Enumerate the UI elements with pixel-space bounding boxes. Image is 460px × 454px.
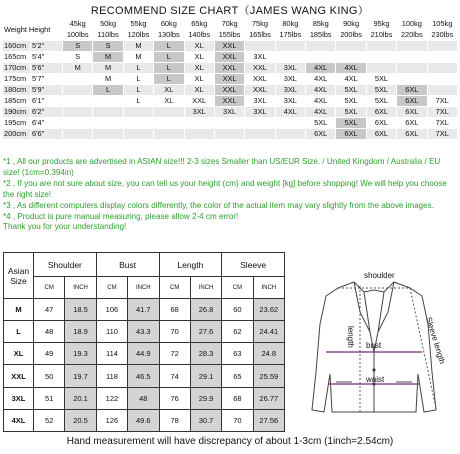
weight-kg-header: 105kg (427, 19, 457, 30)
size-cell (366, 63, 396, 74)
size-cell: XL (154, 85, 184, 96)
size-cell: L (123, 85, 153, 96)
size-cell (93, 129, 123, 140)
inch-value: 29.1 (190, 365, 221, 387)
size-cell: L (93, 85, 123, 96)
size-cell (275, 129, 305, 140)
cm-value: 74 (159, 365, 190, 387)
size-row (3, 63, 458, 74)
size-cell: M (93, 74, 123, 85)
size-cell: 6XL (397, 96, 427, 107)
size-cell (93, 96, 123, 107)
asian-size-header: Asian Size (4, 253, 34, 299)
size-label: XXL (4, 365, 34, 387)
weight-kg-header: 50kg (93, 19, 123, 30)
size-cell: 4XL (306, 85, 336, 96)
size-label: L (4, 321, 34, 343)
recommend-size-table (2, 18, 458, 140)
size-cell: L (154, 41, 184, 52)
size-cell (366, 41, 396, 52)
weight-lbs-header: 200lbs (336, 30, 366, 41)
size-cell (63, 74, 93, 85)
size-cell: 5XL (306, 118, 336, 129)
height-cm: 160cm (3, 41, 31, 52)
weight-lbs-header: 220lbs (397, 30, 427, 41)
weight-lbs-header: 210lbs (366, 30, 396, 41)
size-cell: 3XL (245, 107, 275, 118)
height-ft: 6'6" (31, 129, 63, 140)
inch-value: 30.7 (190, 409, 221, 431)
size-cell: 6XL (366, 129, 396, 140)
size-cell (63, 85, 93, 96)
size-cell (275, 52, 305, 63)
size-cell: L (123, 63, 153, 74)
cm-value: 50 (34, 365, 65, 387)
weight-kg-header: 75kg (245, 19, 275, 30)
cm-value: 126 (96, 409, 127, 431)
size-row (3, 85, 458, 96)
size-cell: 5XL (336, 85, 366, 96)
size-cell: 4XL (275, 107, 305, 118)
cm-value: 122 (96, 387, 127, 409)
size-cell (366, 52, 396, 63)
size-cell: 5XL (336, 107, 366, 118)
inch-value: 19.7 (65, 365, 96, 387)
size-cell (397, 52, 427, 63)
height-ft: 6'4" (31, 118, 63, 129)
inch-value: 29.9 (190, 387, 221, 409)
weight-height-corner: Weight Height (3, 19, 63, 41)
height-cm: 165cm (3, 52, 31, 63)
weight-lbs-header: 230lbs (427, 30, 457, 41)
size-row (3, 96, 458, 107)
size-label: 3XL (4, 387, 34, 409)
height-cm: 180cm (3, 85, 31, 96)
size-cell (63, 129, 93, 140)
inch-value: 27.56 (253, 409, 284, 431)
size-cell: 6XL (306, 129, 336, 140)
size-cell: XL (184, 41, 214, 52)
size-cell: XXL (214, 74, 244, 85)
cm-value: 68 (222, 387, 253, 409)
size-cell: 6XL (397, 107, 427, 118)
size-cell: 3XL (275, 85, 305, 96)
size-cell: 6XL (366, 118, 396, 129)
size-cell: M (123, 52, 153, 63)
size-cell (63, 118, 93, 129)
measurement-row (4, 343, 285, 365)
size-cell: 3XL (275, 74, 305, 85)
size-cell (214, 129, 244, 140)
measurement-row (4, 321, 285, 343)
cm-value: 48 (34, 321, 65, 343)
cm-value: 70 (222, 409, 253, 431)
cm-value: 63 (222, 343, 253, 365)
height-ft: 5'2" (31, 41, 63, 52)
note-2: *2 , If you are not sure about size, you can tell us your height (cm) and weight [kg] before shopping! We will help you choose the right size! (3, 178, 447, 199)
measurement-table (3, 252, 285, 432)
size-cell: XXL (245, 63, 275, 74)
size-cell: 4XL (306, 74, 336, 85)
inch-value: 43.3 (128, 321, 159, 343)
size-label: 4XL (4, 409, 34, 431)
size-cell: 6XL (366, 107, 396, 118)
size-cell: L (154, 74, 184, 85)
length-label: length (346, 326, 355, 348)
size-cell: XXL (214, 41, 244, 52)
size-cell: XXL (214, 52, 244, 63)
size-cell (397, 41, 427, 52)
height-cm: 170cm (3, 63, 31, 74)
size-cell (336, 52, 366, 63)
cm-value: 51 (34, 387, 65, 409)
weight-lbs-header: 175lbs (275, 30, 305, 41)
cm-value: 52 (34, 409, 65, 431)
size-cell (245, 41, 275, 52)
size-cell: XL (184, 85, 214, 96)
weight-kg-header: 100kg (397, 19, 427, 30)
size-label: M (4, 299, 34, 321)
inch-value: 44.9 (128, 343, 159, 365)
unit-inch-header: INCH (128, 277, 159, 299)
height-ft: 5'9" (31, 85, 63, 96)
height-ft: 5'6" (31, 63, 63, 74)
note-4: *4 , Product is pure manual measuring, please allow 2-4 cm error! (3, 211, 239, 221)
size-row (3, 118, 458, 129)
size-cell: M (93, 52, 123, 63)
size-cell: XL (154, 96, 184, 107)
height-ft: 5'4" (31, 52, 63, 63)
size-cell (427, 74, 457, 85)
footer-note: Hand measurement will have discrepancy of about 1-3cm (1inch=2.54cm) (66, 436, 394, 447)
weight-lbs-header: 185lbs (306, 30, 336, 41)
sleeve-length-label: Sleeve length (424, 315, 447, 365)
weight-kg-header: 65kg (184, 19, 214, 30)
inch-value: 18.5 (65, 299, 96, 321)
size-cell (336, 41, 366, 52)
size-cell: M (123, 41, 153, 52)
size-cell: XL (184, 74, 214, 85)
size-row (3, 107, 458, 118)
size-cell: 3XL (245, 52, 275, 63)
size-cell: XXL (245, 85, 275, 96)
size-cell: L (154, 63, 184, 74)
size-cell: 5XL (336, 118, 366, 129)
sleeve-header: Sleeve (222, 253, 285, 277)
shoulder-label: shoulder (364, 271, 395, 280)
size-cell: 5XL (366, 96, 396, 107)
measurement-row (4, 365, 285, 387)
size-cell: XL (184, 52, 214, 63)
size-cell: L (154, 52, 184, 63)
size-cell: S (63, 41, 93, 52)
note-thanks: Thank you for your understanding! (3, 222, 127, 232)
size-row (3, 129, 458, 140)
size-cell (123, 118, 153, 129)
inch-value: 25.59 (253, 365, 284, 387)
height-ft: 6'2" (31, 107, 63, 118)
weight-lbs-header: 155lbs (214, 30, 244, 41)
size-label: XL (4, 343, 34, 365)
inch-value: 24.41 (253, 321, 284, 343)
note-1: *1 , All our products are advertised in ASIAN size!!! 2-3 sizes Smaller than US/EUR Size. / United Kingdom / Australia / EU size! (1cm=0.394in) (3, 157, 441, 177)
inch-value: 27.6 (190, 321, 221, 343)
size-cell: XL (184, 63, 214, 74)
size-cell: 3XL (275, 96, 305, 107)
inch-value: 49.6 (128, 409, 159, 431)
size-cell: M (63, 63, 93, 74)
size-cell (245, 118, 275, 129)
size-cell: XXL (214, 63, 244, 74)
weight-lbs-header: 140lbs (184, 30, 214, 41)
height-cm: 200cm (3, 129, 31, 140)
weight-kg-header: 55kg (123, 19, 153, 30)
weight-kg-header: 70kg (214, 19, 244, 30)
unit-cm-header: CM (96, 277, 127, 299)
inch-value: 26.8 (190, 299, 221, 321)
size-cell (184, 129, 214, 140)
size-cell (63, 96, 93, 107)
size-cell (275, 41, 305, 52)
note-3: *3 , As different computers display colors differently, the color of the actual item may vary slightly from the above images. (3, 200, 434, 210)
size-cell: S (63, 52, 93, 63)
size-cell (154, 107, 184, 118)
inch-value: 18.9 (65, 321, 96, 343)
height-cm: 175cm (3, 74, 31, 85)
cm-value: 70 (159, 321, 190, 343)
bust-label: bust (366, 341, 382, 350)
size-cell: 7XL (427, 118, 457, 129)
cm-value: 60 (222, 299, 253, 321)
size-row (3, 41, 458, 52)
size-cell (245, 129, 275, 140)
size-cell: 5XL (336, 96, 366, 107)
size-cell: 6XL (397, 129, 427, 140)
bust-header: Bust (96, 253, 159, 277)
size-cell: 4XL (336, 74, 366, 85)
size-cell (397, 63, 427, 74)
weight-lbs-header: 110lbs (93, 30, 123, 41)
size-cell: XXL (214, 85, 244, 96)
cm-value: 68 (159, 299, 190, 321)
size-cell: L (123, 74, 153, 85)
inch-value: 24.8 (253, 343, 284, 365)
size-cell: 7XL (427, 107, 457, 118)
unit-cm-header: CM (222, 277, 253, 299)
size-cell: 3XL (184, 107, 214, 118)
size-cell: 7XL (427, 96, 457, 107)
size-cell: 7XL (427, 129, 457, 140)
chart-title: RECOMMEND SIZE CHART（JAMES WANG KING） (90, 5, 370, 17)
size-cell: L (123, 96, 153, 107)
cm-value: 110 (96, 321, 127, 343)
height-cm: 195cm (3, 118, 31, 129)
cm-value: 114 (96, 343, 127, 365)
weight-kg-header: 95kg (366, 19, 396, 30)
size-cell: S (93, 41, 123, 52)
cm-value: 106 (96, 299, 127, 321)
height-cm: 185cm (3, 96, 31, 107)
weight-kg-header: 45kg (63, 19, 93, 30)
size-cell: 6XL (336, 129, 366, 140)
measurement-row (4, 299, 285, 321)
inch-value: 46.5 (128, 365, 159, 387)
unit-inch-header: INCH (65, 277, 96, 299)
inch-value: 26.77 (253, 387, 284, 409)
size-cell (427, 41, 457, 52)
height-ft: 6'1" (31, 96, 63, 107)
cm-value: 49 (34, 343, 65, 365)
unit-inch-header: INCH (253, 277, 284, 299)
size-cell (306, 41, 336, 52)
weight-lbs-header: 100lbs (63, 30, 93, 41)
measurement-row (4, 387, 285, 409)
size-cell: 5XL (366, 74, 396, 85)
length-header: Length (159, 253, 222, 277)
inch-value: 20.1 (65, 387, 96, 409)
size-row (3, 52, 458, 63)
size-cell (154, 118, 184, 129)
inch-value: 23.62 (253, 299, 284, 321)
size-cell (123, 107, 153, 118)
inch-value: 48 (128, 387, 159, 409)
weight-kg-header: 60kg (154, 19, 184, 30)
size-cell (427, 52, 457, 63)
cm-value: 72 (159, 343, 190, 365)
size-cell (427, 85, 457, 96)
inch-value: 28.3 (190, 343, 221, 365)
unit-inch-header: INCH (190, 277, 221, 299)
size-cell: 4XL (306, 107, 336, 118)
weight-kg-header: 85kg (306, 19, 336, 30)
size-cell: 3XL (275, 63, 305, 74)
size-cell: 4XL (306, 96, 336, 107)
size-row (3, 74, 458, 85)
size-cell: 3XL (245, 96, 275, 107)
cm-value: 76 (159, 387, 190, 409)
inch-value: 20.5 (65, 409, 96, 431)
size-cell: XXL (245, 74, 275, 85)
size-cell: 3XL (214, 107, 244, 118)
waist-label: waist (366, 375, 385, 384)
cm-value: 65 (222, 365, 253, 387)
size-cell (93, 107, 123, 118)
size-cell (184, 118, 214, 129)
weight-kg-header: 80kg (275, 19, 305, 30)
size-cell: 6XL (397, 118, 427, 129)
size-cell (214, 118, 244, 129)
height-ft: 5'7" (31, 74, 63, 85)
size-cell (93, 118, 123, 129)
size-cell (63, 107, 93, 118)
weight-lbs-header: 120lbs (123, 30, 153, 41)
cm-value: 47 (34, 299, 65, 321)
size-cell (427, 63, 457, 74)
size-cell (123, 129, 153, 140)
notes-block (3, 157, 457, 233)
size-cell: 6XL (397, 85, 427, 96)
cm-value: 62 (222, 321, 253, 343)
cm-value: 78 (159, 409, 190, 431)
inch-value: 41.7 (128, 299, 159, 321)
size-cell: M (93, 63, 123, 74)
size-cell (397, 74, 427, 85)
size-cell (154, 129, 184, 140)
cm-value: 118 (96, 365, 127, 387)
size-cell: 5XL (366, 85, 396, 96)
unit-cm-header: CM (34, 277, 65, 299)
size-cell: 4XL (306, 63, 336, 74)
size-cell (306, 52, 336, 63)
size-cell: 4XL (336, 63, 366, 74)
size-cell: XXL (184, 96, 214, 107)
height-cm: 190cm (3, 107, 31, 118)
unit-cm-header: CM (159, 277, 190, 299)
weight-kg-header: 90kg (336, 19, 366, 30)
weight-lbs-header: 130lbs (154, 30, 184, 41)
size-cell: XXL (214, 96, 244, 107)
jacket-diagram (290, 262, 458, 440)
weight-lbs-header: 165lbs (245, 30, 275, 41)
inch-value: 19.3 (65, 343, 96, 365)
measurement-row (4, 409, 285, 431)
shoulder-header: Shoulder (34, 253, 97, 277)
size-cell (275, 118, 305, 129)
